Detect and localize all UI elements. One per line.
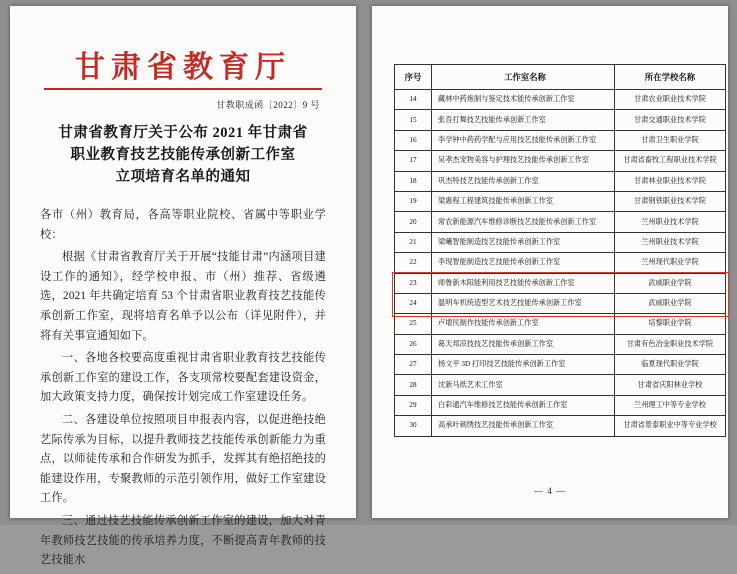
cell-school-name: 兰州职业技术学院 [615,212,726,232]
document-page-left [10,6,356,567]
cell-workshop-name: 梁曦智能制造技艺技能传承创新工作室 [432,232,615,252]
cell-school-name: 兰州职业技术学院 [615,232,726,252]
cell-no: 28 [395,375,432,395]
table-row [395,151,726,171]
cell-no: 16 [395,130,432,150]
cell-no: 15 [395,110,432,130]
table-row [395,110,726,130]
cell-workshop-name: 巩杰特技艺技能传承创新工作室 [432,171,615,191]
cell-workshop-name: 卢增民制作技能传承创新工作室 [432,314,615,334]
heading-line-3: 立项培育名单的通知 [115,169,251,185]
table-row [395,375,726,395]
cell-workshop-name: 吴孝杰宠物美容与护理技艺技能传承创新工作室 [432,151,615,171]
cell-no: 14 [395,90,432,110]
cell-no: 23 [395,273,432,293]
document-page-right [372,6,728,518]
cell-workshop-name: 李现智能制造技艺技能传承创新工作室 [432,253,615,273]
issuing-organization-title: 甘肃省教育厅 [75,50,291,85]
heading-line-2: 职业教育技艺技能传承创新工作室 [70,147,296,163]
table-row-highlighted [395,273,726,293]
document-number: 甘教职成函〔2022〕9 号 [216,100,320,110]
table-row [395,232,726,252]
cell-no: 29 [395,395,432,415]
table-row [395,253,726,273]
cell-workshop-name: 张吾打舞技艺技能传承创新工作室 [432,110,615,130]
cell-workshop-name: 师鲁新木阳能利用技艺技能传承创新工作室 [432,273,615,293]
cell-no: 24 [395,293,432,313]
cell-workshop-name: 葛天邦凉技技艺技能传承创新工作室 [432,334,615,354]
cell-no: 20 [395,212,432,232]
cell-school-name: 甘肃卫生职业学院 [615,130,726,150]
cell-no: 26 [395,334,432,354]
body-paragraph: 根据《甘肃省教育厅关于开展“技能甘肃”内涵项目建设工作的通知》，经学校申报、市（州）推荐、省级遴选，2021 年共确定培育 53 个甘肃省职业教育技艺技能传承创新工作室，现将培育名单予以公布（详见附件），并将有关事宣通知如下。 [40,251,326,342]
table-row [395,355,726,375]
heading-line-1: 甘肃省教育厅关于公布 2021 年甘肃省 [58,125,308,141]
cell-workshop-name: 藏林中药炮制与鉴定技术能传承创新工作室 [432,90,615,110]
cell-no: 17 [395,151,432,171]
page-number: — 4 — [534,486,566,496]
table-row [395,191,726,211]
cell-no: 19 [395,191,432,211]
body-paragraph: 三、通过技艺技能传承创新工作室的建设，加大对青年教师技艺技能的传承培养力度，不断提高青年教师的技艺技能水 [40,514,326,567]
cell-school-name: 甘肃林业职业技术学院 [615,171,726,191]
body-paragraph: 各市（州）教育局，各高等职业院校、省属中等职业学校： [40,209,326,241]
table-row [395,171,726,191]
cell-workshop-name: 梁惠程工程建筑技能传承创新工作室 [432,191,615,211]
cell-no: 18 [395,171,432,191]
table-row [395,130,726,150]
table-row [395,314,726,334]
table-row [395,90,726,110]
cell-school-name: 兰州现代职业学院 [615,253,726,273]
column-header-school-name: 所在学校名称 [615,65,726,90]
document-body [40,206,326,574]
document-heading [36,122,330,188]
cell-no: 22 [395,253,432,273]
table-header [395,65,726,90]
table-header-row [395,65,726,90]
cell-school-name: 武威职业学院 [615,293,726,313]
column-header-workshop-name: 工作室名称 [432,65,615,90]
cell-school-name: 甘肃交通职业技术学院 [615,110,726,130]
table-row [395,212,726,232]
table-row [395,334,726,354]
cell-school-name: 临夏现代职业学院 [615,355,726,375]
cell-workshop-name: 沈新马纸艺术工作室 [432,375,615,395]
cell-school-name: 甘肃钢铁职业技术学院 [615,191,726,211]
table-row [395,416,726,436]
cell-school-name: 甘肃省景泰职业中等专业学校 [615,416,726,436]
cell-school-name: 甘肃有色冶金职业技术学院 [615,334,726,354]
cell-no: 30 [395,416,432,436]
cell-workshop-name: 白彩通汽车维修技艺技能传承创新工作室 [432,395,615,415]
cell-workshop-name: 李学钟中药药学配与应用技艺技能传承创新工作室 [432,130,615,150]
body-paragraph: 二、各建设单位按照项目申报表内容，以促进绝技绝艺际传承为目标，以提升教师技艺技能传承创新能力为重点，以师徒传承和合作研发为抓手，发挥其有绝招绝技的能建设作用，专聚教师的示范引领作用，做好工作室建设工作。 [40,413,326,505]
cell-school-name: 武威职业学院 [615,273,726,293]
cell-school-name: 甘肃省畜牧工程职业技术学院 [615,151,726,171]
body-paragraph: 一、各地各校要高度重视甘肃省职业教育技艺技能传承创新工作室的建设工作，各支项常校要配套建设资金，加大政策支持力度，确保按计划完成工作室建设任务。 [40,352,326,404]
cell-workshop-name: 杨文平 3D 打印技艺技能传承创新工作室 [432,355,615,375]
cell-no: 25 [395,314,432,334]
cell-school-name: 甘肃省庆阳林业学校 [615,375,726,395]
cell-workshop-name: 高承叶刺绣技艺技能传承创新工作室 [432,416,615,436]
cell-no: 21 [395,232,432,252]
cell-workshop-name: 温明车机统造型艺术技艺技能传承创新工作室 [432,293,615,313]
title-divider-rule [44,88,322,90]
cell-workshop-name: 常农新能源汽车维修诊断技艺技能传承创新工作室 [432,212,615,232]
cell-school-name: 兰州理工中等专业学校 [615,395,726,415]
column-header-no: 序号 [395,65,432,90]
cell-school-name: 甘肃农业职业技术学院 [615,90,726,110]
cell-no: 27 [395,355,432,375]
table-body [395,90,726,437]
table-row [395,395,726,415]
cell-school-name: 培黎职业学院 [615,314,726,334]
table-row-highlighted [395,293,726,313]
workshop-list-table [394,64,726,437]
